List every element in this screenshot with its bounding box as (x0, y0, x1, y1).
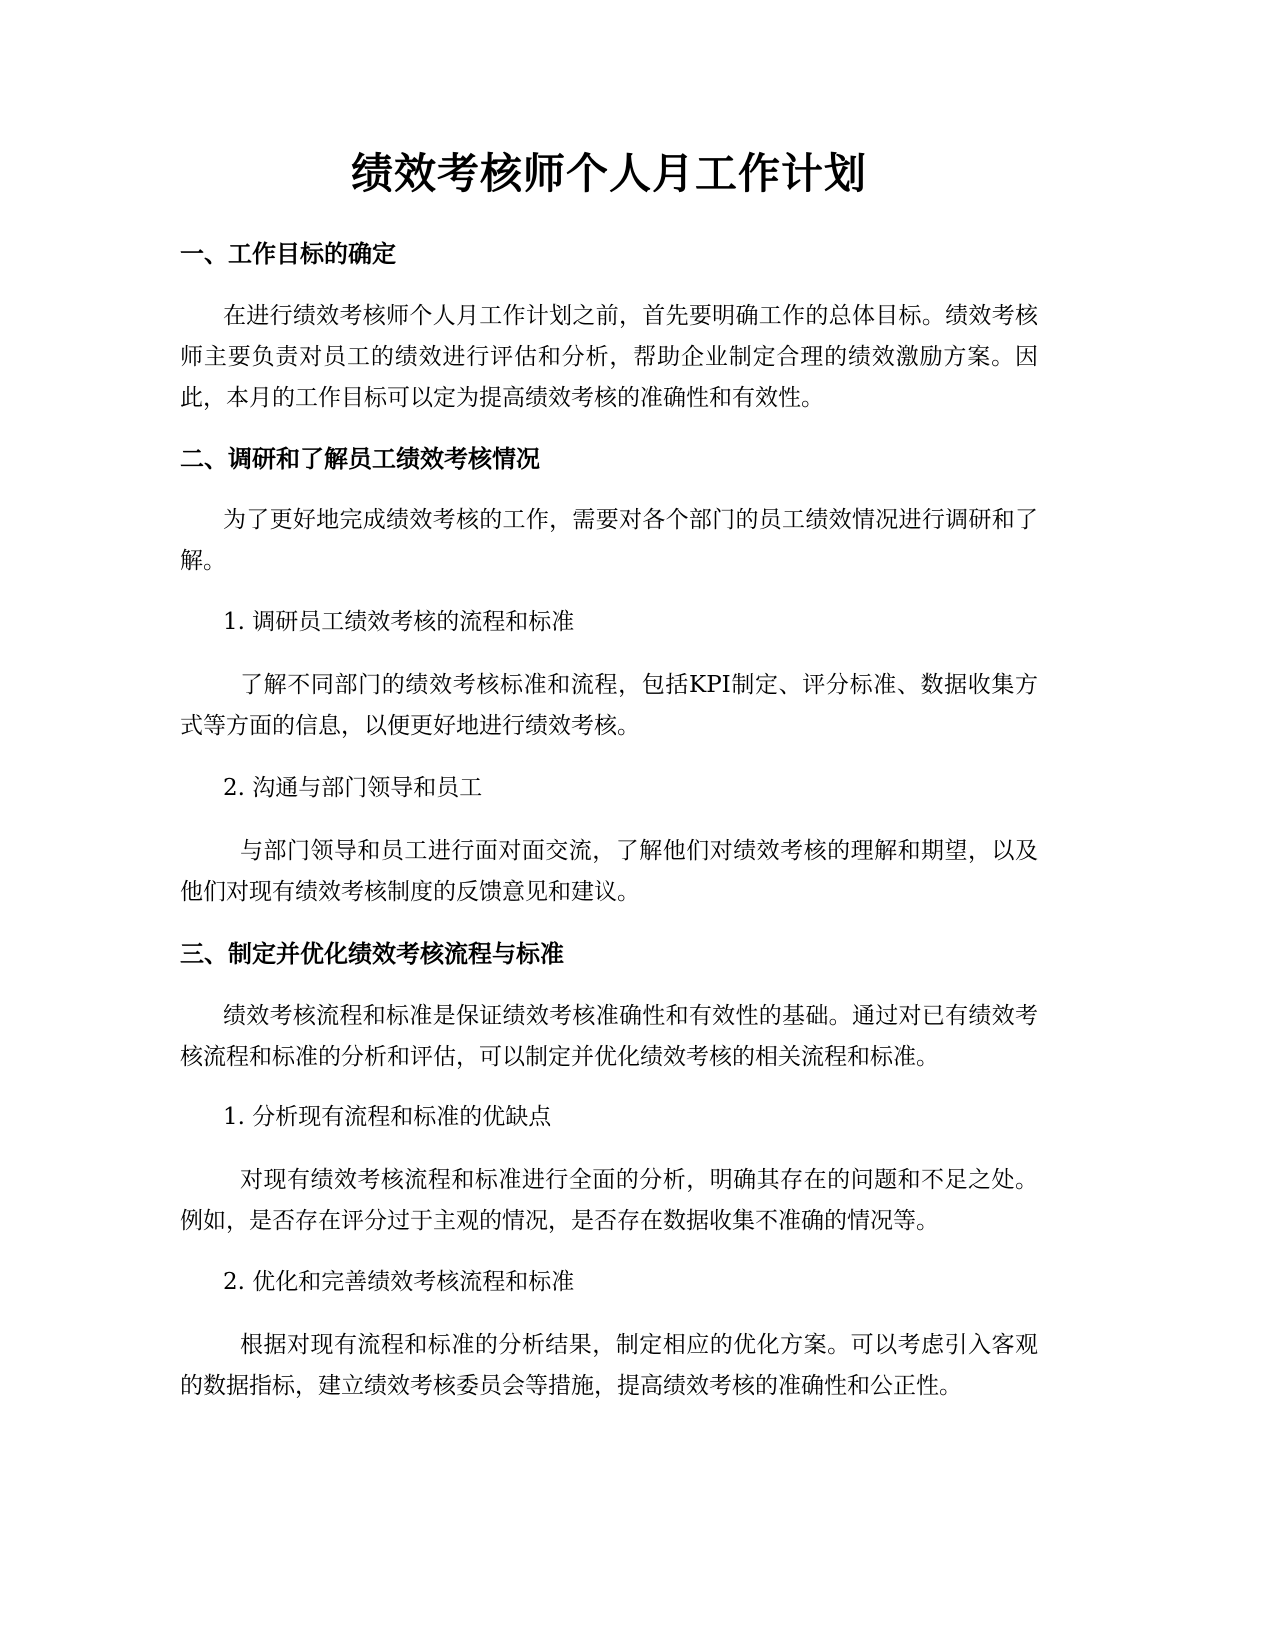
section-3-item-2-body: 根据对现有流程和标准的分析结果，制定相应的优化方案。可以考虑引入客观的数据指标，建立绩效考核委员会等措施，提高绩效考核的准确性和公正性。 (180, 1332, 1038, 1399)
section-2-item-1-body: 了解不同部门的绩效考核标准和流程，包括KPI制定、评分标准、数据收集方式等方面的信息，以便更好地进行绩效考核。 (180, 672, 1038, 739)
document-page (180, 0, 1038, 1650)
section-2-heading: 二、调研和了解员工绩效考核情况 (180, 445, 540, 473)
document-title: 绩效考核师个人月工作计划 (350, 149, 867, 198)
section-2-paragraph: 为了更好地完成绩效考核的工作，需要对各个部门的员工绩效情况进行调研和了解。 (180, 507, 1038, 574)
section-2-item-1-title: 1. 调研员工绩效考核的流程和标准 (223, 609, 575, 635)
section-2-item-2-body: 与部门领导和员工进行面对面交流，了解他们对绩效考核的理解和期望，以及他们对现有绩效考核制度的反馈意见和建议。 (180, 838, 1038, 905)
section-3-heading: 三、制定并优化绩效考核流程与标准 (180, 940, 564, 968)
section-2-item-2-title: 2. 沟通与部门领导和员工 (223, 775, 483, 801)
section-3-item-1-body: 对现有绩效考核流程和标准进行全面的分析，明确其存在的问题和不足之处。例如，是否存在评分过于主观的情况，是否存在数据收集不准确的情况等。 (180, 1167, 1038, 1234)
section-1-paragraph: 在进行绩效考核师个人月工作计划之前，首先要明确工作的总体目标。绩效考核师主要负责对员工的绩效进行评估和分析，帮助企业制定合理的绩效激励方案。因此，本月的工作目标可以定为提高绩效考核的准确性和有效性。 (180, 303, 1038, 411)
section-1-heading: 一、工作目标的确定 (180, 240, 396, 268)
section-3-item-1-title: 1. 分析现有流程和标准的优缺点 (223, 1104, 552, 1130)
section-3-item-2-title: 2. 优化和完善绩效考核流程和标准 (223, 1269, 575, 1295)
section-3-paragraph: 绩效考核流程和标准是保证绩效考核准确性和有效性的基础。通过对已有绩效考核流程和标准的分析和评估，可以制定并优化绩效考核的相关流程和标准。 (180, 1003, 1038, 1070)
